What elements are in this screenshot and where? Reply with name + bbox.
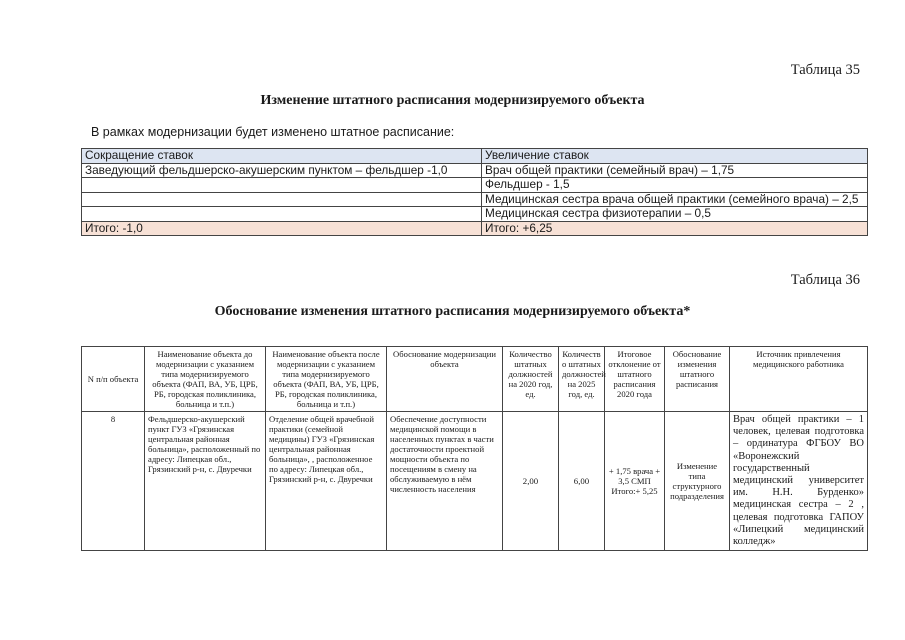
increase-cell: Врач общей практики (семейный врач) – 1,75 bbox=[482, 163, 868, 178]
header-source: Источник привлечения медицинского работника bbox=[730, 347, 868, 412]
object-after: Отделение общей врачебной практики (семейной медицины) ГУЗ «Грязинская центральная районная больница», , расположенное по адресу: Липецкая обл., Грязинский р-н, с. Двуречки bbox=[266, 412, 387, 551]
count-2020: 2,00 bbox=[503, 412, 559, 551]
header-justification: Обоснование модернизации объекта bbox=[387, 347, 503, 412]
table-35-intro: В рамках модернизации будет изменено штатное расписание: bbox=[91, 125, 455, 139]
table-35-caption: Таблица 35 bbox=[790, 62, 860, 78]
staff-source: Врач общей практики – 1 человек, целевая подготовка – ординатура ФГБОУ ВО «Воронежский государственный медицинский университет им. Н.Н. Бурденко» медицинская сестра – 2 , целевая подготовка ГАПОУ «Липецкий медицинский колледж» bbox=[730, 412, 868, 551]
table-header-row bbox=[82, 347, 868, 412]
table-36-title: Обоснование изменения штатного расписания модернизируемого объекта* bbox=[214, 304, 691, 319]
table-row bbox=[82, 412, 868, 551]
header-count-2025: Количеств о штатных должностей на 2025 год, ед. bbox=[559, 347, 605, 412]
reduction-cell bbox=[82, 178, 482, 193]
header-change-reason: Обоснование изменения штатного расписания bbox=[665, 347, 730, 412]
staffing-justification-table bbox=[81, 346, 868, 551]
header-deviation: Итоговое отклонение от штатного расписания 2020 года bbox=[605, 347, 665, 412]
deviation: + 1,75 врача + 3,5 СМП Итого:+ 5,25 bbox=[605, 412, 665, 551]
staffing-change-table bbox=[81, 148, 868, 236]
table-36-caption: Таблица 36 bbox=[790, 272, 860, 288]
justification: Обеспечение доступности медицинской помощи в населенных пунктах в части достаточности проектной мощности объекта по посещениям в смену на обслуживаемую в нём численность населения bbox=[387, 412, 503, 551]
header-increase: Увеличение ставок bbox=[482, 149, 868, 164]
total-reduction: Итого: -1,0 bbox=[82, 221, 482, 236]
object-before: Фельдшерско-акушерский пункт ГУЗ «Грязинская центральная районная больница», расположенный по адресу: Липецкая обл., Грязинский р-н, с. Двуречки bbox=[145, 412, 266, 551]
table-row bbox=[82, 178, 868, 193]
header-reduction: Сокращение ставок bbox=[82, 149, 482, 164]
header-object-after: Наименование объекта после модернизации с указанием типа модернизируемого объекта (ФАП, ВА, УБ, ЦРБ, РБ, городская поликлиника, больница и т.п.) bbox=[266, 347, 387, 412]
change-reason: Изменение типа структурного подразделения bbox=[665, 412, 730, 551]
table-row bbox=[82, 192, 868, 207]
header-count-2020: Количество штатных должностей на 2020 год, ед. bbox=[503, 347, 559, 412]
table-header-row bbox=[82, 149, 868, 164]
increase-cell: Фельдшер - 1,5 bbox=[482, 178, 868, 193]
table-row bbox=[82, 163, 868, 178]
reduction-cell bbox=[82, 207, 482, 222]
totals-row bbox=[82, 221, 868, 236]
count-2025: 6,00 bbox=[559, 412, 605, 551]
row-number: 8 bbox=[82, 412, 145, 551]
increase-cell: Медицинская сестра физиотерапии – 0,5 bbox=[482, 207, 868, 222]
total-increase: Итого: +6,25 bbox=[482, 221, 868, 236]
increase-cell: Медицинская сестра врача общей практики (семейного врача) – 2,5 bbox=[482, 192, 868, 207]
header-object-before: Наименование объекта до модернизации с указанием типа модернизируемого объекта (ФАП, ВА, УБ, ЦРБ, РБ, городская поликлиника, больница и т.п.) bbox=[145, 347, 266, 412]
header-number: N п/п объекта bbox=[82, 347, 145, 412]
table-row bbox=[82, 207, 868, 222]
reduction-cell: Заведующий фельдшерско-акушерским пунктом – фельдшер -1,0 bbox=[82, 163, 482, 178]
reduction-cell bbox=[82, 192, 482, 207]
table-35-title: Изменение штатного расписания модернизируемого объекта bbox=[260, 93, 645, 108]
